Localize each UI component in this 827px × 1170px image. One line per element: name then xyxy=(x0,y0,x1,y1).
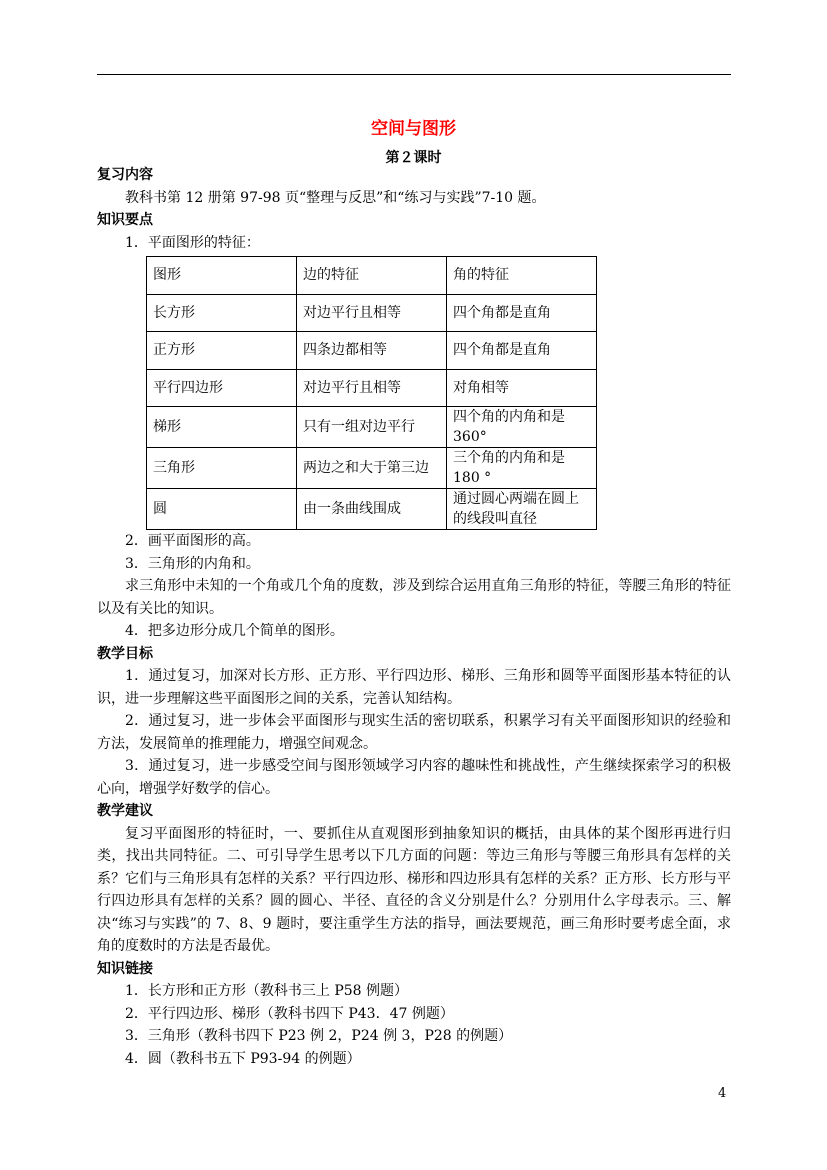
table-cell: 三角形 xyxy=(147,448,297,489)
table-cell: 通过圆心两端在圆上的线段叫直径 xyxy=(447,489,597,530)
table-cell: 四个角的内角和是 360° xyxy=(447,407,597,448)
section-heading-goals: 教学目标 xyxy=(97,645,153,662)
section-heading-review: 复习内容 xyxy=(97,167,153,183)
table-row xyxy=(147,369,597,407)
link-item-3: 3．三角形（教科书四下 P23 例 2，P24 例 3，P28 的例题） xyxy=(125,1028,513,1044)
page-title: 空间与图形 xyxy=(371,119,456,139)
table-cell: 平行四边形 xyxy=(147,369,297,407)
lesson-subtitle: 第２课时 xyxy=(385,150,442,166)
goal-paragraph-2: 2．通过复习，进一步体会平面图形与现实生活的密切联系，积累学习有关平面图形知识的经验和方法，发展简单的推理能力，增强空间观念。 xyxy=(97,713,731,752)
link-item-1: 1．长方形和正方形（教科书三上 P58 例题） xyxy=(125,983,409,999)
section-heading-points: 知识要点 xyxy=(97,212,153,228)
table-row xyxy=(147,294,597,332)
table-row xyxy=(147,332,597,370)
review-content-text: 教科书第 12 册第 97-98 页“整理与反思”和“练习与实践”7-10 题。 xyxy=(125,189,546,206)
points-item-1: 1．平面图形的特征： xyxy=(125,234,260,251)
table-row xyxy=(147,448,597,489)
table-cell: 圆 xyxy=(147,489,297,530)
table-row xyxy=(147,489,597,530)
table-header-cell: 图形 xyxy=(147,257,297,295)
table-cell: 两边之和大于第三边 xyxy=(297,448,447,489)
table-cell: 三个角的内角和是 180 ° xyxy=(447,448,597,489)
shape-feature-table xyxy=(146,256,597,530)
points-item-3: 3．三角形的内角和。 xyxy=(125,555,260,572)
table-cell: 对边平行且相等 xyxy=(297,369,447,407)
table-cell: 正方形 xyxy=(147,332,297,370)
table-cell: 对边平行且相等 xyxy=(297,294,447,332)
points-paragraph: 求三角形中未知的一个角或几个角的度数，涉及到综合运用直角三角形的特征，等腰三角形的特征以及有关比的知识。 xyxy=(97,578,731,617)
section-heading-links: 知识链接 xyxy=(97,960,153,977)
table-cell: 四个角都是直角 xyxy=(447,332,597,370)
table-cell: 四条边都相等 xyxy=(297,332,447,370)
table-cell: 只有一组对边平行 xyxy=(297,407,447,448)
table-header-cell: 角的特征 xyxy=(447,257,597,295)
table-row xyxy=(147,407,597,448)
section-heading-suggestions: 教学建议 xyxy=(97,803,153,819)
table-cell: 对角相等 xyxy=(447,369,597,407)
table-header-cell: 边的特征 xyxy=(297,257,447,295)
table-cell: 四个角都是直角 xyxy=(447,294,597,332)
header-rule xyxy=(97,74,731,75)
link-item-2: 2．平行四边形、梯形（教科书四下 P43．47 例题） xyxy=(125,1005,454,1022)
goal-paragraph-3: 3．通过复习，进一步感受空间与图形领域学习内容的趣味性和挑战性，产生继续探索学习的积极心向，增强学好数学的信心。 xyxy=(97,758,731,797)
link-item-4: 4．圆（教科书五下 P93-94 的例题） xyxy=(125,1050,361,1067)
goal-paragraph-1: 1．通过复习，加深对长方形、正方形、平行四边形、梯形、三角形和圆等平面图形基本特征的认识，进一步理解这些平面图形之间的关系，完善认知结构。 xyxy=(97,668,731,707)
table-cell: 长方形 xyxy=(147,294,297,332)
table-cell: 由一条曲线围成 xyxy=(297,489,447,530)
points-item-4: 4．把多边形分成几个简单的图形。 xyxy=(125,623,344,639)
document-body xyxy=(97,164,731,1070)
table-cell: 梯形 xyxy=(147,407,297,448)
table-header-row xyxy=(147,257,597,295)
points-item-2: 2．画平面图形的高。 xyxy=(125,533,260,549)
suggestion-paragraph: 复习平面图形的特征时，一、要抓住从直观图形到抽象知识的概括，由具体的某个图形再进行归类，找出共同特征。二、可引导学生思考以下几方面的问题：等边三角形与等腰三角形具有怎样的关系？它们与三角形具有怎样的关系？平行四边形、梯形和四边形具有怎样的关系？正方形、长方形与平行四边形具有怎样的关系？圆的圆心、半径、直径的含义分别是什么？分别用什么字母表示。三、解决“练习与实践”的 7、8、9 题时，要注重学生方法的指导，画法要规范，画三角形时要考虑全面，求角的度数时的方法是否最优。 xyxy=(97,825,731,954)
page-number: 4 xyxy=(718,1086,727,1101)
